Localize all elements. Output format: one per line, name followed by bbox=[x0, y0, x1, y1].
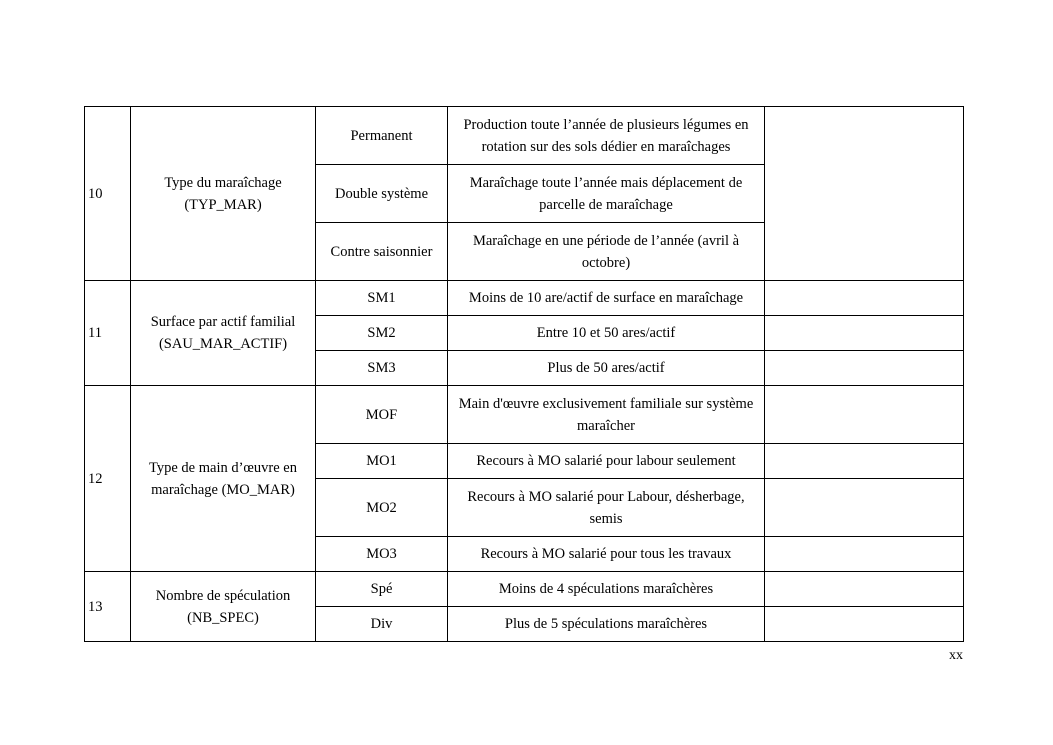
modality-code: MO2 bbox=[316, 479, 448, 537]
modality-description: Moins de 4 spéculations maraîchères bbox=[448, 572, 765, 607]
modality-description: Plus de 50 ares/actif bbox=[448, 351, 765, 386]
row-number: 10 bbox=[85, 107, 131, 281]
modality-code: Div bbox=[316, 607, 448, 642]
modality-code: MOF bbox=[316, 386, 448, 444]
modality-code: SM1 bbox=[316, 281, 448, 316]
modality-code: Spé bbox=[316, 572, 448, 607]
modality-description: Recours à MO salarié pour labour seulement bbox=[448, 444, 765, 479]
empty-cell bbox=[765, 572, 964, 607]
modality-code: Double système bbox=[316, 165, 448, 223]
empty-cell bbox=[765, 351, 964, 386]
variable-name: Surface par actif familial (SAU_MAR_ACTIF) bbox=[131, 281, 316, 386]
modality-description: Recours à MO salarié pour tous les travaux bbox=[448, 537, 765, 572]
empty-cell bbox=[765, 316, 964, 351]
row-number: 13 bbox=[85, 572, 131, 642]
modality-code: Permanent bbox=[316, 107, 448, 165]
table-row bbox=[85, 572, 964, 607]
row-number: 11 bbox=[85, 281, 131, 386]
page-marker: xx bbox=[949, 648, 963, 663]
modality-code: Contre saisonnier bbox=[316, 223, 448, 281]
empty-cell bbox=[765, 444, 964, 479]
codebook-table bbox=[84, 106, 964, 642]
modality-code: SM2 bbox=[316, 316, 448, 351]
modality-description: Entre 10 et 50 ares/actif bbox=[448, 316, 765, 351]
empty-cell bbox=[765, 107, 964, 281]
variable-name: Nombre de spéculation (NB_SPEC) bbox=[131, 572, 316, 642]
table-row bbox=[85, 281, 964, 316]
modality-description: Moins de 10 are/actif de surface en maraîchage bbox=[448, 281, 765, 316]
modality-description: Maraîchage toute l’année mais déplacement de parcelle de maraîchage bbox=[448, 165, 765, 223]
empty-cell bbox=[765, 537, 964, 572]
empty-cell bbox=[765, 479, 964, 537]
table-row bbox=[85, 107, 964, 165]
table-row bbox=[85, 386, 964, 444]
variable-name: Type du maraîchage (TYP_MAR) bbox=[131, 107, 316, 281]
empty-cell bbox=[765, 607, 964, 642]
modality-description: Recours à MO salarié pour Labour, désherbage, semis bbox=[448, 479, 765, 537]
modality-code: SM3 bbox=[316, 351, 448, 386]
modality-description: Maraîchage en une période de l’année (avril à octobre) bbox=[448, 223, 765, 281]
modality-code: MO1 bbox=[316, 444, 448, 479]
variable-name: Type de main d’œuvre en maraîchage (MO_MAR) bbox=[131, 386, 316, 572]
modality-description: Production toute l’année de plusieurs légumes en rotation sur des sols dédier en maraîchages bbox=[448, 107, 765, 165]
modality-description: Main d'œuvre exclusivement familiale sur système maraîcher bbox=[448, 386, 765, 444]
empty-cell bbox=[765, 281, 964, 316]
empty-cell bbox=[765, 386, 964, 444]
row-number: 12 bbox=[85, 386, 131, 572]
modality-description: Plus de 5 spéculations maraîchères bbox=[448, 607, 765, 642]
modality-code: MO3 bbox=[316, 537, 448, 572]
